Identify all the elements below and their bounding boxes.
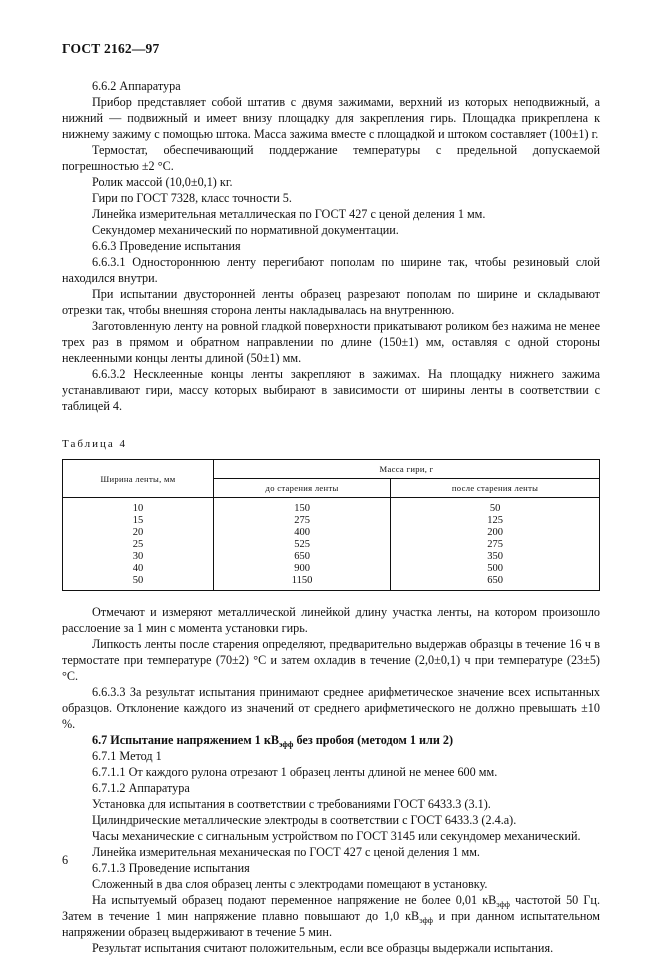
- paragraph: 6.6.3.3 За результат испытания принимают среднее арифметическое значение всех испытанных образцов. Отклонение каждого из значений от среднего арифметического не должно превышать ±10 %.: [62, 685, 600, 731]
- cell-width: 20: [63, 527, 214, 539]
- voltage-text-2: частотой 50 Гц. Затем в течение 1 мин напряжение плавно повышают до 1,0 кВ: [62, 893, 600, 923]
- paragraph: 6.7.1 Метод 1: [92, 749, 162, 763]
- paragraph: Прибор представляет собой штатив с двумя зажимами, верхний из которых неподвижный, а нижний — подвижный и имеет внизу площадку для закрепления гирь. Площадка прикреплена к нижнему зажиму с помощью штока. Масса зажима вместе с площадкой и штоком составляет (100±1) г.: [62, 95, 600, 141]
- weights-table: [62, 459, 600, 591]
- paragraph: 6.6.3.2 Несклеенные концы ленты закрепляют в зажимах. На площадку нижнего зажима устанавливают гири, массу которых выбирают в зависимости от ширины ленты в соответствии с таблицей 4.: [62, 367, 600, 413]
- paragraph: Цилиндрические металлические электроды в соответствии с ГОСТ 6433.3 (2.4.а).: [92, 813, 517, 827]
- cell-after: 500: [391, 563, 600, 575]
- paragraph-group-apparatus: [62, 78, 600, 414]
- col-header-mass: Масса гири, г: [214, 460, 600, 479]
- paragraph: Отмечают и измеряют металлической линейкой длину участка ленты, на котором произошло расслоение за 1 мин с момента установки гирь.: [62, 605, 600, 635]
- paragraph: Ролик массой (10,0±0,1) кг.: [92, 175, 233, 189]
- table-body: [63, 498, 600, 591]
- voltage-text-3: и при данном испытательном напряжении образец выдерживают в течение 5 мин.: [62, 909, 600, 939]
- table-row: [63, 498, 600, 516]
- paragraph: Термостат, обеспечивающий поддержание температуры с предельной допускаемой погрешностью ±2 °С.: [62, 143, 600, 173]
- result-paragraph: Результат испытания считают положительным, если все образцы выдержали испытания.: [92, 941, 554, 955]
- cell-after: 50: [391, 498, 600, 516]
- paragraph: Сложенный в два слоя образец ленты с электродами помещают в установку.: [92, 877, 488, 891]
- document-header: ГОСТ 2162—97: [62, 41, 160, 56]
- cell-width: 15: [63, 515, 214, 527]
- paragraph: 6.6.3 Проведение испытания: [92, 239, 241, 253]
- cell-after: 125: [391, 515, 600, 527]
- paragraph: Заготовленную ленту на ровной гладкой поверхности прикатывают роликом без нажима не менее трех раз в прямом и обратном направлении по длине (150±1) мм, оставляя с одной стороны неклеенными концы ленты длиной (50±1) мм.: [62, 319, 600, 365]
- cell-after: 650: [391, 575, 600, 591]
- document-body: [62, 78, 600, 956]
- paragraph: Гири по ГОСТ 7328, класс точности 5.: [92, 191, 292, 205]
- paragraph: 6.7.1.1 От каждого рулона отрезают 1 образец ленты длиной не менее 600 мм.: [92, 765, 498, 779]
- cell-before: 1150: [214, 575, 391, 591]
- cell-width: 40: [63, 563, 214, 575]
- cell-width: 30: [63, 551, 214, 563]
- paragraph-group-method1: [62, 748, 600, 892]
- paragraph: 6.6.2 Аппаратура: [92, 79, 181, 93]
- cell-before: 275: [214, 515, 391, 527]
- voltage-sub-1: эфф: [496, 900, 510, 909]
- paragraph: Липкость ленты после старения определяют, предварительно выдержав образцы в течение 16 ч в термостате при температуре (70±2) °С и затем охладив в течение (2,0±0,1) ч при температуре (23±5) °С.: [62, 637, 600, 683]
- page-number: 6: [62, 853, 69, 867]
- paragraph: Линейка измерительная механическая по ГОСТ 427 с ценой деления 1 мм.: [92, 845, 480, 859]
- paragraph: Линейка измерительная металлическая по ГОСТ 427 с ценой деления 1 мм.: [92, 207, 486, 221]
- cell-width: 10: [63, 498, 214, 516]
- paragraph: Секундомер механический по нормативной документации.: [92, 223, 399, 237]
- voltage-paragraph: [62, 892, 600, 940]
- section-heading-suffix: без пробоя (методом 1 или 2): [293, 733, 454, 747]
- voltage-text-1: На испытуемый образец подают переменное напряжение не более 0,01 кВ: [92, 893, 497, 907]
- cell-before: 900: [214, 563, 391, 575]
- cell-after: 350: [391, 551, 600, 563]
- section-heading-prefix: 6.7 Испытание напряжением 1 кВ: [92, 733, 279, 747]
- voltage-sub-2: эфф: [419, 916, 433, 925]
- table-row: [63, 551, 600, 563]
- cell-after: 200: [391, 527, 600, 539]
- section-heading-6-7: [62, 732, 600, 748]
- paragraph-group-adhesion: [62, 604, 600, 732]
- table-caption: Таблица 4: [62, 438, 128, 450]
- paragraph: 6.7.1.3 Проведение испытания: [92, 861, 250, 875]
- table-row: [63, 539, 600, 551]
- cell-width: 25: [63, 539, 214, 551]
- table-row: [63, 515, 600, 527]
- cell-before: 150: [214, 498, 391, 516]
- table-row: [63, 527, 600, 539]
- section-heading-sub: эфф: [278, 740, 294, 749]
- cell-before: 400: [214, 527, 391, 539]
- paragraph: При испытании двусторонней ленты образец разрезают пополам по ширине и складывают отрезки так, чтобы внешняя сторона ленты накладывалась на внутреннюю.: [62, 287, 600, 317]
- col-header-width: Ширина ленты, мм: [63, 460, 214, 498]
- table-row: [63, 563, 600, 575]
- table-row: [63, 575, 600, 591]
- col-header-before: до старения ленты: [214, 479, 391, 498]
- cell-width: 50: [63, 575, 214, 591]
- cell-before: 525: [214, 539, 391, 551]
- paragraph: 6.7.1.2 Аппаратура: [92, 781, 190, 795]
- cell-before: 650: [214, 551, 391, 563]
- col-header-after: после старения ленты: [391, 479, 600, 498]
- cell-after: 275: [391, 539, 600, 551]
- paragraph: Часы механические с сигнальным устройством по ГОСТ 3145 или секундомер механический.: [92, 829, 581, 843]
- paragraph: Установка для испытания в соответствии с требованиями ГОСТ 6433.3 (3.1).: [92, 797, 491, 811]
- paragraph: 6.6.3.1 Одностороннюю ленту перегибают пополам по ширине так, чтобы резиновый слой находился внутри.: [62, 255, 600, 285]
